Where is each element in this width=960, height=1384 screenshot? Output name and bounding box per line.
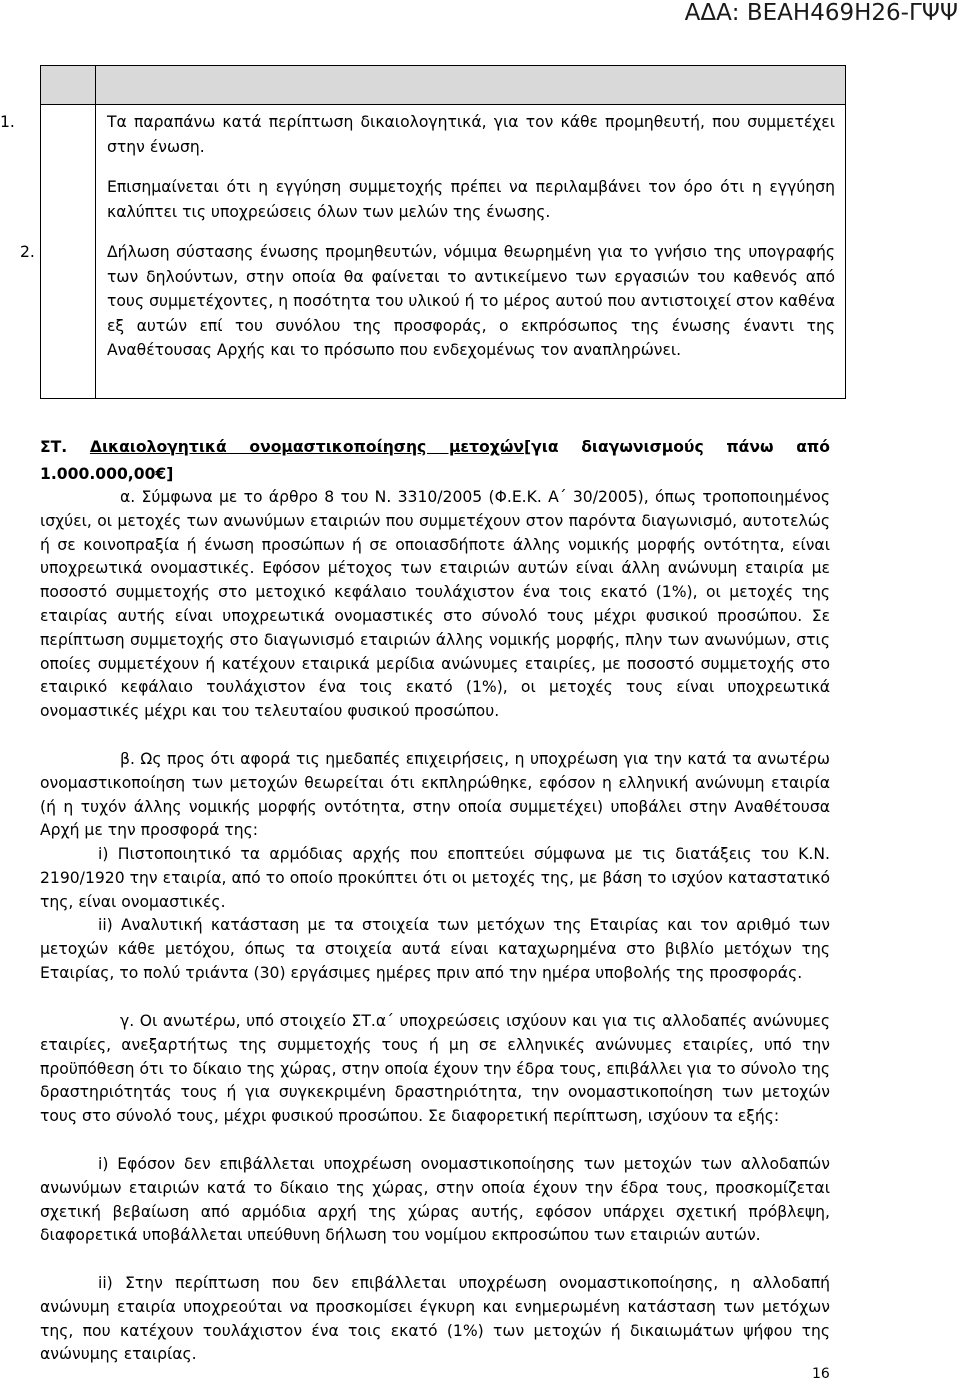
list-number-1: 1. [0, 113, 15, 131]
paragraph-beta-i: i) Πιστοποιητικό τα αρμόδιας αρχής που εποπτεύει σύμφωνα με τις διατάξεις του Κ.Ν. 2190/1920 την εταιρία, από το οποίο προκύπτει ότι οι μετοχές της, με βάση το ισχύον καταστατικό της, είναι ονομαστικές. [40, 845, 830, 911]
table-paragraph-union-declaration: Δήλωση σύστασης ένωσης προμηθευτών, νόμιμα θεωρημένη για το γνήσιο της υπογραφής των δηλούντων, στην οποία θα φαίνεται το αντικείμενο των εργασιών του καθενός από τους συμμετέχοντες, η ποσότητα του υλικού ή το μέρος αυτού που αντιστοιχεί στον καθένα εξ αυτών επί του συνόλου της προσφοράς, ο εκπρόσωπος της ένωσης έναντι της Αναθέτουσας Αρχής και το πρόσωπο που ενδεχομένως τον αναπληρώνει. [107, 243, 835, 360]
section-heading-prefix: ΣΤ. [40, 438, 68, 456]
paragraph-gamma: γ. Οι ανωτέρω, υπό στοιχείο ΣΤ.α΄ υποχρεώσεις ισχύουν και για τις αλλοδαπές ανώνυμες εταιρίες, ανεξαρτήτως της συμμετοχής τους ή μη σε ελληνικές ανώνυμες εταιρίες, υπό την προϋπόθεση ότι το δίκαιο της χώρας, στην οποία έχουν την έδρα τους, επιβάλλει για το σύνολο της δραστηριότητάς τους ή για συγκεκριμένη δραστηριότητα, την ονομαστικοποίηση των μετοχών τους στο σύνολό τους, μέχρι φυσικού προσώπου. Σε διαφορετική περίπτωση, ισχύουν τα εξής: [40, 1012, 830, 1126]
table-header-row [41, 66, 845, 105]
table-paragraph-guarantee-note: Επισημαίνεται ότι η εγγύηση συμμετοχής πρέπει να περιλαμβάνει τον όρο ότι η εγγύηση καλύπτει τις υποχρεώσεις όλων των μελών της ένωσης. [107, 178, 835, 221]
section-heading-title: Δικαιολογητικά ονομαστικοποίησης μετοχών [89, 438, 525, 456]
paragraph-gamma-i: i) Εφόσον δεν επιβάλλεται υποχρέωση ονομαστικοποίησης των μετοχών των αλλοδαπών ανωνύμων εταιριών κατά το δίκαιο της χώρας, στην οποία έχουν την έδρα τους, προσκομίζεται σχετική βεβαίωση από αρμόδια αρχή της χώρας αυτής, εφόσον υπάρχει σχετική πρόβλεψη, διαφορετικά υποβάλλεται υπεύθυνη δήλωση του νομίμου εκπροσώπου των εταιριών αυτών. [40, 1155, 830, 1245]
section-heading-qualifier: [για διαγωνισμούς πάνω από 1.000.000,00€] [40, 438, 830, 483]
column-divider [95, 66, 96, 398]
page-number: 16 [812, 1366, 830, 1382]
paragraph-gamma-ii: ii) Στην περίπτωση που δεν επιβάλλεται υποχρέωση ονομαστικοποίησης, η αλλοδαπή ανώνυμη εταιρία υποχρεούται να προσκομίσει έγκυρη και ενημερωμένη κατάσταση των μετόχων της, που κατέχουν τουλάχιστον ένα τοις εκατό (1%) των μετοχών ή δικαιωμάτων ψήφου της ανώνυμης εταιρίας. [40, 1274, 830, 1364]
paragraph-beta: β. Ως προς ότι αφορά τις ημεδαπές επιχειρήσεις, η υποχρέωση για την κατά τα ανωτέρω ονομαστικοποίηση των μετοχών θεωρείται ότι εκπληρώθηκε, εφόσον η ελληνική ανώνυμη εταιρία (ή η τυχόν άλλης νομικής μορφής οντότητα, στην οποία συμμετέχει) υποβάλει στην Αναθέτουσα Αρχή με την προσφορά της: [40, 750, 830, 840]
paragraph-alpha: α. Σύμφωνα με το άρθρο 8 του Ν. 3310/2005 (Φ.Ε.Κ. Α΄ 30/2005), όπως τροποποιημένος ισχύει, οι μετοχές των ανωνύμων εταιριών που συμμετέχουν στον παρόντα διαγωνισμό, αυτοτελώς ή σε κοινοπραξία ή ένωση προσώπων ή σε οποιασδήποτε άλλης νομικής μορφής οντότητα, είναι υποχρεωτικά ονομαστικές. Εφόσον μέτοχος των εταιριών αυτών είναι άλλη ανώνυμη εταιρία με ποσοστό συμμετοχής στο μετοχικό κεφάλαιο τουλάχιστον ένα τοις εκατό (1%), οι μετοχές της εταιρίας αυτής είναι υποχρεωτικά ονομαστικές στο σύνολό τους μέχρι φυσικού προσώπου. Σε περίπτωση συμμετοχής στο διαγωνισμό εταιριών άλλης νομικής μορφής, πλην των ανωνύμων, στις οποίες συμμετέχουν ή κατέχουν εταιρικά μερίδια ανώνυμες εταιρίες, με ποσοστό συμμετοχής στο εταιρικό κεφάλαιο τουλάχιστον ένα τοις εκατό (1%), οι μετοχές τους είναι υποχρεωτικά ονομαστικές μέχρι και του τελευταίου φυσικού προσώπου. [40, 488, 830, 721]
list-number-2: 2. [20, 243, 35, 261]
ada-code: ΑΔΑ: ΒΕΑΗ469Η26-ΓΨΨ [684, 0, 958, 26]
paragraph-beta-ii: ii) Αναλυτική κατάσταση με τα στοιχεία των μετόχων της Εταιρίας και τον αριθμό των μετοχών κάθε μετόχου, όπως τα στοιχεία αυτά είναι καταχωρημένα στο βιβλίο μετόχων της Εταιρίας, το πολύ τριάντα (30) εργάσιμες ημέρες πριν από την ημέρα υποβολής της προσφοράς. [40, 916, 830, 982]
section-heading [40, 434, 830, 488]
table-paragraph-suppliers-documents: Τα παραπάνω κατά περίπτωση δικαιολογητικά, για τον κάθε προμηθευτή, που συμμετέχει στην ένωση. [107, 113, 835, 156]
